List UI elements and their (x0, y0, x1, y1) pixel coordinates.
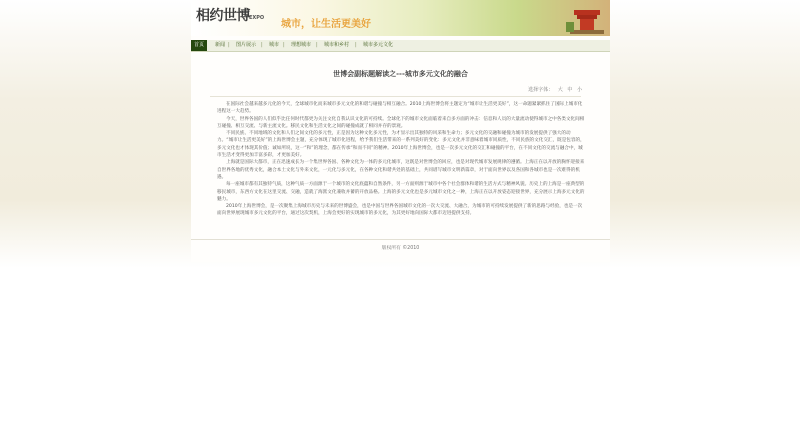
nav-item-city-and-countryside[interactable]: 城市和乡村 (324, 42, 350, 48)
header-slogan: 城市，让生活更美好 (281, 19, 371, 30)
nav-item-home[interactable]: 首页 (191, 40, 207, 51)
nav-item-ideal-city[interactable]: 理想城市 (291, 42, 312, 48)
article-paragraph: 每一座城市都有其独特气质，这种气质一方面源于一个城市的文化底蕴和自然条件，另一方面则源于城市中各个社会群体和谐的生活方式与精神风貌。历史上的上海是一座典型的移民城市，东西方文化在这里交流、交融，造就了海派文化兼收并蓄的开放品格。上海的多元文化也是多元城市文化之一种，上海正在以开放姿态迎接世界，充分展示上海多元文化的魅力。 (217, 182, 585, 202)
china-pavilion-icon (566, 2, 606, 34)
footer-divider (191, 239, 610, 240)
nav-separator: | (283, 42, 285, 48)
font-size-large-link[interactable]: 大 (557, 87, 563, 93)
article-body (217, 101, 585, 218)
article-paragraph: 上海就是国际大都市，正在迅速成长为一个集世界各国、各种文化为一体的多元化城市，这既是对世博会的回应，也是对现代城市发展规律的遵循。上海正在以开放的胸怀迎接来自世界各地的优秀文化，融合本土文化与外来文化，一元化与多元化，在各种文化和谐共处的基础上，共同谱写城市文明新篇章，对于面向世界以及各国和各城市也是一次难得的机遇。 (217, 160, 585, 180)
article-paragraph: 在国际社会越来越多元化的今天，全球城市化而来城市多元文化的和谐与碰撞与相互融合。2010上海世博会将主题定为“城市让生活更美好”，这一命题紧紧抓住了国际上城市化进程这一大趋势。 (217, 102, 583, 115)
font-size-label: 选择字体： (528, 87, 554, 93)
logo-expo-label: EXPO (249, 15, 265, 21)
font-size-medium-link[interactable]: 中 (567, 87, 573, 93)
nav-separator: | (228, 42, 230, 48)
title-divider (210, 96, 581, 97)
font-size-selector (525, 86, 582, 93)
nav-item-multicultural[interactable]: 城市多元文化 (363, 42, 394, 48)
nav-separator: | (316, 42, 318, 48)
nav-item-photos[interactable]: 图片展示 (236, 42, 257, 48)
article-title: 世博会副标题解读之---城市多元文化的融合 (333, 70, 468, 78)
page-footer: 版权所有 ©2010 (381, 246, 420, 251)
main-nav (191, 40, 610, 52)
header-banner (191, 0, 610, 36)
page-container (191, 0, 610, 262)
article-paragraph: 不同民族、不同地域的文化和人们之间文化的多元性，正是因为这种文化多元性，为才显示出其独特的风采和生命力；多元文化的交融和碰撞为城市的发展提供了强大的动力。“城市让生活更美好”的上海世博会主题，充分体现了城市化进程，给予我们生活带来的一系列美好的变化：多元文化并非意味着城市同质性，不同民族的文化交汇，既是包容的，多元文化也才体现其价值；诚如所说，这一“和”的理念，都在传承“和而不同”的精神。2010年上海世博会，也是一次多元文化的交汇和碰撞的平台，在不同文化的交流与融合中，城市生活才变得更加丰富多彩，才更加美好。 (217, 131, 585, 159)
nav-separator: | (355, 42, 357, 48)
nav-separator: | (261, 42, 263, 48)
article-paragraph: 今天，世界各国的人们似乎比任何时代都更为关注文化自我认识文化的可持续。全球化下的城市文化面临着来自多方面的冲击：信息和人员的大量流动使得城市之中各类文化间相互碰撞、相互交流、与新主流文化。移民文化和生活文化之间的碰撞成就了相同并存的景观。 (217, 116, 585, 129)
nav-item-news[interactable]: 新闻 (215, 42, 226, 48)
nav-item-city[interactable]: 城市 (269, 42, 280, 48)
site-logo[interactable]: 相约世博 (196, 8, 250, 24)
font-size-small-link[interactable]: 小 (576, 87, 582, 93)
article-paragraph: 2010年上海世博会，是一次聚集上海城市历史与未来的世博盛会，也是中国与世界各国城市文化的一次大交流、大融合，为城市的可持续发展提供了新的思路与经验，也是一次面向世界展现城市多元文化的平台，通过这次契机，上海会更好的实现城市的多元化，为其更好地向国际大都市迈进提供支持。 (217, 204, 583, 217)
